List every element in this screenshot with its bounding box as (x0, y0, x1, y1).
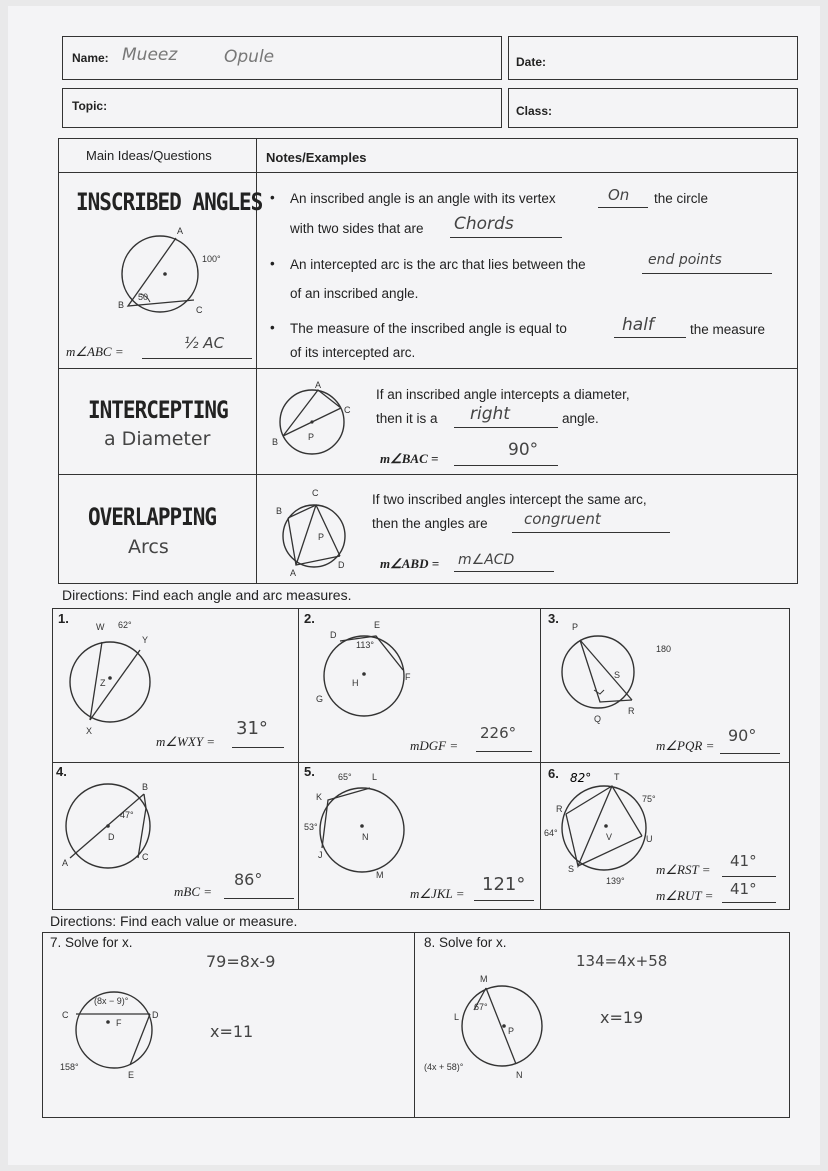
bullet-2-text: An intercepted arc is the arc that lies between the (290, 257, 586, 272)
intercepting-point-a: A (315, 380, 322, 390)
inscribed-measure-label: m∠ABC = (66, 344, 124, 359)
bullet-1-answer: On (608, 186, 630, 204)
problem-2-label: mDGF = (410, 738, 459, 753)
overlapping-point-a: A (290, 568, 297, 578)
overlapping-text-2: then the angles are (372, 516, 488, 531)
problem-2-number: 2. (304, 611, 315, 626)
problem-4-mark-b: B (142, 782, 149, 792)
overlapping-text-1: If two inscribed angles intercept the same arc, (372, 492, 647, 507)
bullet-1-answer-2: Chords (454, 214, 514, 234)
bullet-1-text: An inscribed angle is an angle with its vertex (290, 191, 556, 206)
bullet-3-line2: of its intercepted arc. (290, 345, 416, 360)
problem-4-number: 4. (56, 764, 67, 779)
problem-8-mark-p: P (508, 1026, 515, 1036)
intercepting-text-2: then it is a (376, 411, 438, 426)
inscribed-angle-label: 50 (138, 292, 149, 302)
intercepting-measure-answer: 90° (508, 440, 539, 460)
problem-3-mark-p: P (572, 622, 579, 632)
problem-5-mark-n: N (362, 832, 369, 842)
bullet-2-dot: • (270, 256, 275, 271)
intercepting-answer-word: right (470, 404, 510, 424)
bullet-1-text-end: the circle (654, 191, 709, 206)
problem-5-mark-arc-2: 53° (304, 822, 318, 832)
problem-2-mark-f: F (405, 672, 411, 682)
problem-3-answer: 90° (728, 726, 757, 745)
inscribed-point-a: A (177, 226, 184, 236)
problem-3-mark-s: S (614, 670, 621, 680)
inscribed-title: INSCRIBED ANGLES (76, 188, 263, 216)
intercepting-title: INTERCEPTING (88, 396, 228, 424)
problem-5-answer: 121° (482, 874, 526, 895)
problem-1-mark-arc: 62° (118, 620, 132, 630)
problem-1-mark-y: Y (142, 635, 149, 645)
column-header-left: Main Ideas/Questions (86, 148, 212, 163)
intercepting-subtitle: a Diameter (104, 428, 211, 450)
problem-5-mark-j: J (318, 850, 323, 860)
problem-4-mark-d: D (108, 832, 115, 842)
overlapping-point-p: P (318, 532, 325, 542)
name-label: Name: (72, 51, 109, 65)
problem-4-mark-a: A (62, 858, 69, 868)
problem-2-mark-g: G (316, 694, 324, 704)
problem-1-number: 1. (58, 611, 69, 626)
intercepting-text-2-end: angle. (562, 411, 599, 426)
overlapping-title: OVERLAPPING (88, 503, 217, 531)
problem-6-label-2: m∠RUT = (656, 888, 714, 903)
directions-angles: Directions: Find each angle and arc measures. (62, 587, 352, 603)
problem-5-label: m∠JKL = (410, 886, 465, 901)
problem-8-mark-m: M (480, 974, 488, 984)
problem-6-answer-2: 41° (730, 880, 757, 898)
problem-6-mark-u: U (646, 834, 653, 844)
problem-7-work-2: x=11 (210, 1022, 254, 1041)
problem-5-mark-m: M (376, 870, 384, 880)
overlapping-subtitle: Arcs (128, 536, 169, 558)
problem-2-mark-h: H (352, 678, 359, 688)
intercepting-text-1: If an inscribed angle intercepts a diameter, (376, 387, 630, 402)
problem-7-arc: 158° (60, 1062, 79, 1072)
inscribed-point-b: B (118, 300, 125, 310)
problem-3-mark-r: R (628, 706, 635, 716)
problem-7-mark-e: E (128, 1070, 135, 1080)
directions-values: Directions: Find each value or measure. (50, 913, 298, 929)
problem-5-mark-l: L (372, 772, 378, 782)
problem-3-mark-arc: 180 (656, 644, 672, 654)
problem-1-answer: 31° (236, 718, 268, 739)
problem-5-number: 5. (304, 764, 315, 779)
bullet-2-answer: end points (648, 252, 722, 268)
problem-6-number: 6. (548, 766, 559, 781)
problem-1-mark-x: X (86, 726, 93, 736)
problem-8-mark-l: L (454, 1012, 460, 1022)
problem-7-mark-d: D (152, 1010, 159, 1020)
problem-7-mark-c: C (62, 1010, 69, 1020)
problem-4-label: mBC = (174, 884, 213, 899)
problem-2-mark-arc: 113° (356, 640, 374, 650)
intercepting-point-c: C (344, 405, 351, 415)
problem-2-mark-d: D (330, 630, 337, 640)
inscribed-arc-label: 100° (202, 254, 221, 264)
name-value-surname: Opule (224, 47, 275, 67)
bullet-1-dot: • (270, 190, 275, 205)
bullet-3-text-end: the measure (690, 322, 766, 337)
problem-8-work-1: 134=4x+58 (576, 952, 668, 970)
problem-6-mark-v: V (606, 832, 613, 842)
problem-8-mark-n: N (516, 1070, 523, 1080)
overlapping-point-c: C (312, 488, 319, 498)
problem-2-answer: 226° (480, 724, 517, 742)
bullet-3-answer: half (622, 315, 654, 335)
problem-3-number: 3. (548, 611, 559, 626)
problem-4-answer: 86° (234, 870, 263, 889)
problem-8-angle: 67° (474, 1002, 488, 1012)
problem-6-mark-arc-3: 64° (544, 828, 558, 838)
intercepting-point-b: B (272, 437, 279, 447)
inscribed-measure-answer: ½ AC (184, 334, 225, 352)
problem-8-expr: (4x + 58)° (424, 1062, 464, 1072)
problem-3-label: m∠PQR = (656, 738, 715, 753)
problem-6-answer-1: 41° (730, 852, 757, 870)
problem-8-heading: 8. Solve for x. (424, 935, 507, 950)
class-label: Class: (516, 104, 553, 118)
problem-6-mark-t: T (614, 772, 620, 782)
problem-7-heading: 7. Solve for x. (50, 935, 133, 950)
problem-5-mark-arc: 65° (338, 772, 352, 782)
intercepting-measure-label: m∠BAC = (380, 451, 439, 466)
topic-label: Topic: (72, 99, 108, 113)
problem-6-mark-arc-2: 75° (642, 794, 656, 804)
problem-1-mark-z: Z (100, 678, 106, 688)
inscribed-point-c: C (196, 305, 203, 315)
overlapping-point-d: D (338, 560, 345, 570)
problem-1-mark-w: W (96, 622, 105, 632)
problem-6-mark-arc-4: 139° (606, 876, 625, 886)
problem-3-mark-q: Q (594, 714, 602, 724)
problem-1-label: m∠WXY = (156, 734, 216, 749)
problem-8-work-2: x=19 (600, 1008, 644, 1027)
problem-5-mark-k: K (316, 792, 323, 802)
date-label: Date: (516, 55, 547, 69)
bullet-1-line2: with two sides that are (290, 221, 424, 236)
problem-4-mark-angle: 47° (120, 810, 134, 820)
bullet-2-line2: of an inscribed angle. (290, 286, 419, 301)
overlapping-answer-word: congruent (524, 510, 601, 528)
overlapping-measure-label: m∠ABD = (380, 556, 440, 571)
problem-2-mark-e: E (374, 620, 381, 630)
bullet-3-dot: • (270, 320, 275, 335)
problem-6-mark-arc: 82° (570, 771, 592, 785)
problem-6-label-1: m∠RST = (656, 862, 711, 877)
problem-6-mark-r: R (556, 804, 563, 814)
problem-7-work-1: 79=8x-9 (206, 952, 276, 971)
intercepting-point-p: P (308, 432, 315, 442)
overlapping-point-b: B (276, 506, 283, 516)
name-value: Mueez (122, 45, 178, 65)
bullet-3-text: The measure of the inscribed angle is equal to (290, 321, 567, 336)
overlapping-measure-answer: m∠ACD (458, 552, 515, 568)
problem-7-expr: (8x − 9)° (94, 996, 129, 1006)
problem-7-mark-f: F (116, 1018, 122, 1028)
problem-4-mark-c: C (142, 852, 149, 862)
problem-6-mark-s: S (568, 864, 575, 874)
column-header-right: Notes/Examples (266, 150, 367, 165)
